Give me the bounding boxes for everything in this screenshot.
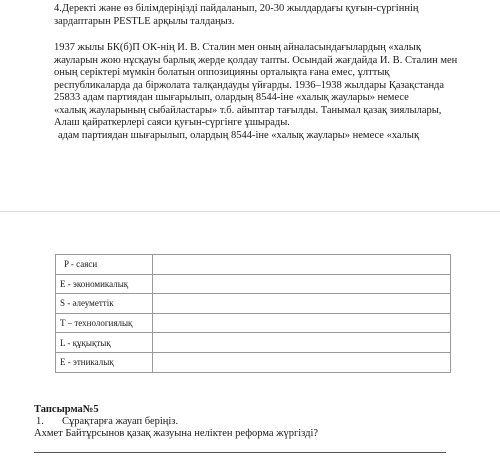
assignment-question: Ахмет Байтұрсынов қазақ жазуына неліктен реформа жүргізді? (34, 428, 319, 439)
pestle-label-ethnic: E - этникалық (56, 352, 153, 372)
pestle-answer-cell[interactable] (153, 255, 451, 275)
pestle-answer-cell[interactable] (153, 313, 451, 333)
paragraph-line: адам партиядан шығарылып, олардың 8544-іне «халық жаулары» немесе «халық (58, 129, 420, 141)
pestle-answer-cell[interactable] (153, 294, 451, 314)
paragraph-line: «халық жауларының сыбайластары» т.б. айыптар тағылды. Танымал қазақ зиялылары, (54, 104, 442, 116)
pestle-label-social: S - әлеуметтік (56, 294, 153, 314)
paragraph-line: 25833 адам партиядан шығарылып, олардың 8544-іне «халық жаулары» немесе (54, 92, 409, 103)
paragraph-line: оның серіктері мүмкін болатын оппозицияны орталықта ғана емес, ұлттық (54, 67, 390, 78)
pestle-answer-cell[interactable] (153, 352, 451, 372)
paragraph-line: республикаларда да біржолата талқандауды үйғарды. 1936–1938 жылдары Қазақстанда (54, 79, 445, 91)
assignment-title: Тапсырма№5 (34, 404, 99, 415)
task-instruction (54, 2, 494, 28)
table-row (56, 352, 451, 372)
pestle-answer-cell[interactable] (153, 333, 451, 353)
pestle-answer-cell[interactable] (153, 274, 451, 294)
table-row (56, 294, 451, 314)
assignment-item (36, 416, 178, 427)
assignment-item-text: Сұрақтарға жауап беріңіз. (62, 416, 179, 427)
paragraph-line: жауларын жою нұсқауы барлық жерде қолдау тапты. Осындай жағдайда И. В. Сталин мен (54, 54, 458, 66)
pestle-label-economic: E - экономикалық (56, 274, 153, 294)
table-row (56, 333, 451, 353)
table-row (56, 274, 451, 294)
task-line: 4.Деректі және өз білімдеріңізді пайдаланып, 20-30 жылдардағы қуғын-сүргіннің (54, 3, 419, 14)
task-line: зардаптарын PESTLE арқылы талдаңыз. (54, 16, 235, 27)
answer-line[interactable] (34, 452, 446, 453)
table-row (56, 255, 451, 275)
pestle-label-legal: L - құқықтық (56, 333, 153, 353)
source-paragraph (54, 42, 494, 142)
table-row (56, 313, 451, 333)
pestle-label-political: P - саяси (56, 255, 153, 275)
section-divider (0, 211, 500, 212)
paragraph-line: 1937 жылы БК(б)П ОК-нің И. В. Сталин мен оның айналасындағылардың «халық (54, 42, 421, 53)
pestle-table (55, 254, 451, 373)
paragraph-line: Алаш қайраткерлері саяси қуғын-сүргінге ұшырады. (54, 117, 290, 128)
assignment-item-number: 1. (36, 416, 44, 427)
pestle-label-technological: T – технологиялық (56, 313, 153, 333)
